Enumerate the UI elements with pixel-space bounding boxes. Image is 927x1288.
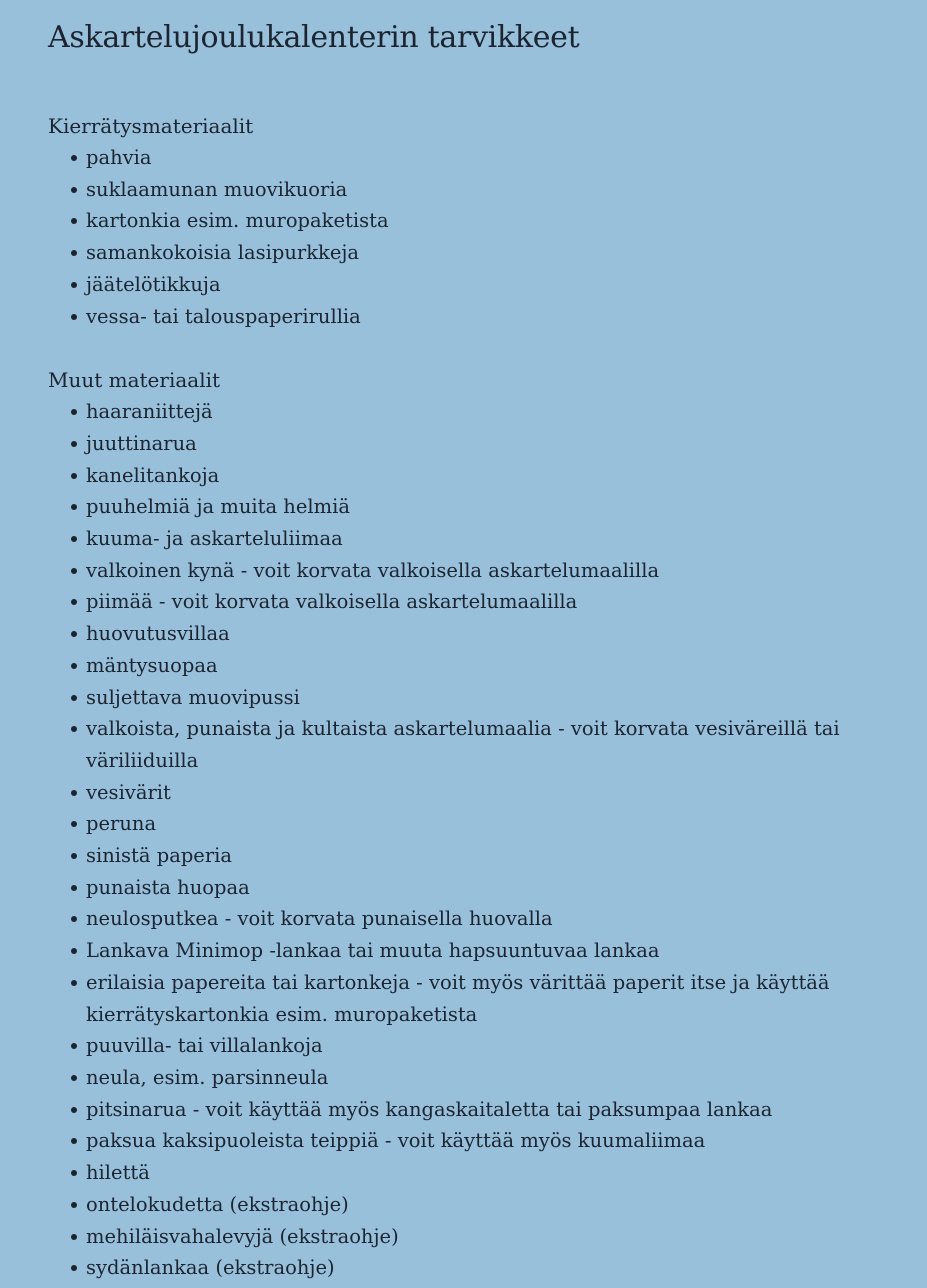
other-materials-list	[48, 396, 927, 1284]
list-item: samankokoisia lasipurkkeja	[48, 237, 866, 269]
list-item: pahvia	[48, 142, 866, 174]
list-item: huovutusvillaa	[48, 618, 866, 650]
list-item: vessa- tai talouspaperirullia	[48, 301, 866, 333]
list-item: piimää - voit korvata valkoisella askartelumaalilla	[48, 586, 866, 618]
list-item: haaraniittejä	[48, 396, 866, 428]
list-item: punaista huopaa	[48, 872, 866, 904]
page-title: Askartelujoulukalenterin tarvikkeet	[48, 20, 580, 55]
list-item: puuvilla- tai villalankoja	[48, 1030, 866, 1062]
list-item: paksua kaksipuoleista teippiä - voit käyttää myös kuumaliimaa	[48, 1125, 866, 1157]
list-item: puuhelmiä ja muita helmiä	[48, 491, 866, 523]
list-item: suklaamunan muovikuoria	[48, 174, 866, 206]
list-item: erilaisia papereita tai kartonkeja - voit myös värittää paperit itse ja käyttää kierrätyskartonkia esim. muropaketista	[48, 967, 866, 1030]
list-item: valkoinen kynä - voit korvata valkoisella askartelumaalilla	[48, 555, 866, 587]
list-item: kuuma- ja askarteluliimaa	[48, 523, 866, 555]
section-title-other: Muut materiaalit	[48, 368, 221, 393]
list-item: sydänlankaa (ekstraohje)	[48, 1252, 866, 1284]
list-item: Lankava Minimop -lankaa tai muuta hapsuuntuvaa lankaa	[48, 935, 866, 967]
list-item: peruna	[48, 808, 866, 840]
list-item: jäätelötikkuja	[48, 269, 866, 301]
list-item: pitsinarua - voit käyttää myös kangaskaitaletta tai paksumpaa lankaa	[48, 1094, 866, 1126]
recycled-materials-list	[48, 142, 927, 332]
list-item: juuttinarua	[48, 428, 866, 460]
list-item: suljettava muovipussi	[48, 682, 866, 714]
list-item: kartonkia esim. muropaketista	[48, 205, 866, 237]
list-item: mehiläisvahalevyjä (ekstraohje)	[48, 1221, 866, 1253]
list-item: mäntysuopaa	[48, 650, 866, 682]
list-item: sinistä paperia	[48, 840, 866, 872]
list-item: valkoista, punaista ja kultaista askartelumaalia - voit korvata vesiväreillä tai väriliiduilla	[48, 713, 866, 776]
list-item: kanelitankoja	[48, 460, 866, 492]
section-title-recycled: Kierrätysmateriaalit	[48, 114, 254, 138]
list-item: neula, esim. parsinneula	[48, 1062, 866, 1094]
list-item: neulosputkea - voit korvata punaisella huovalla	[48, 903, 866, 935]
list-item: hilettä	[48, 1157, 866, 1189]
list-item: ontelokudetta (ekstraohje)	[48, 1189, 866, 1221]
list-item: vesivärit	[48, 777, 866, 809]
